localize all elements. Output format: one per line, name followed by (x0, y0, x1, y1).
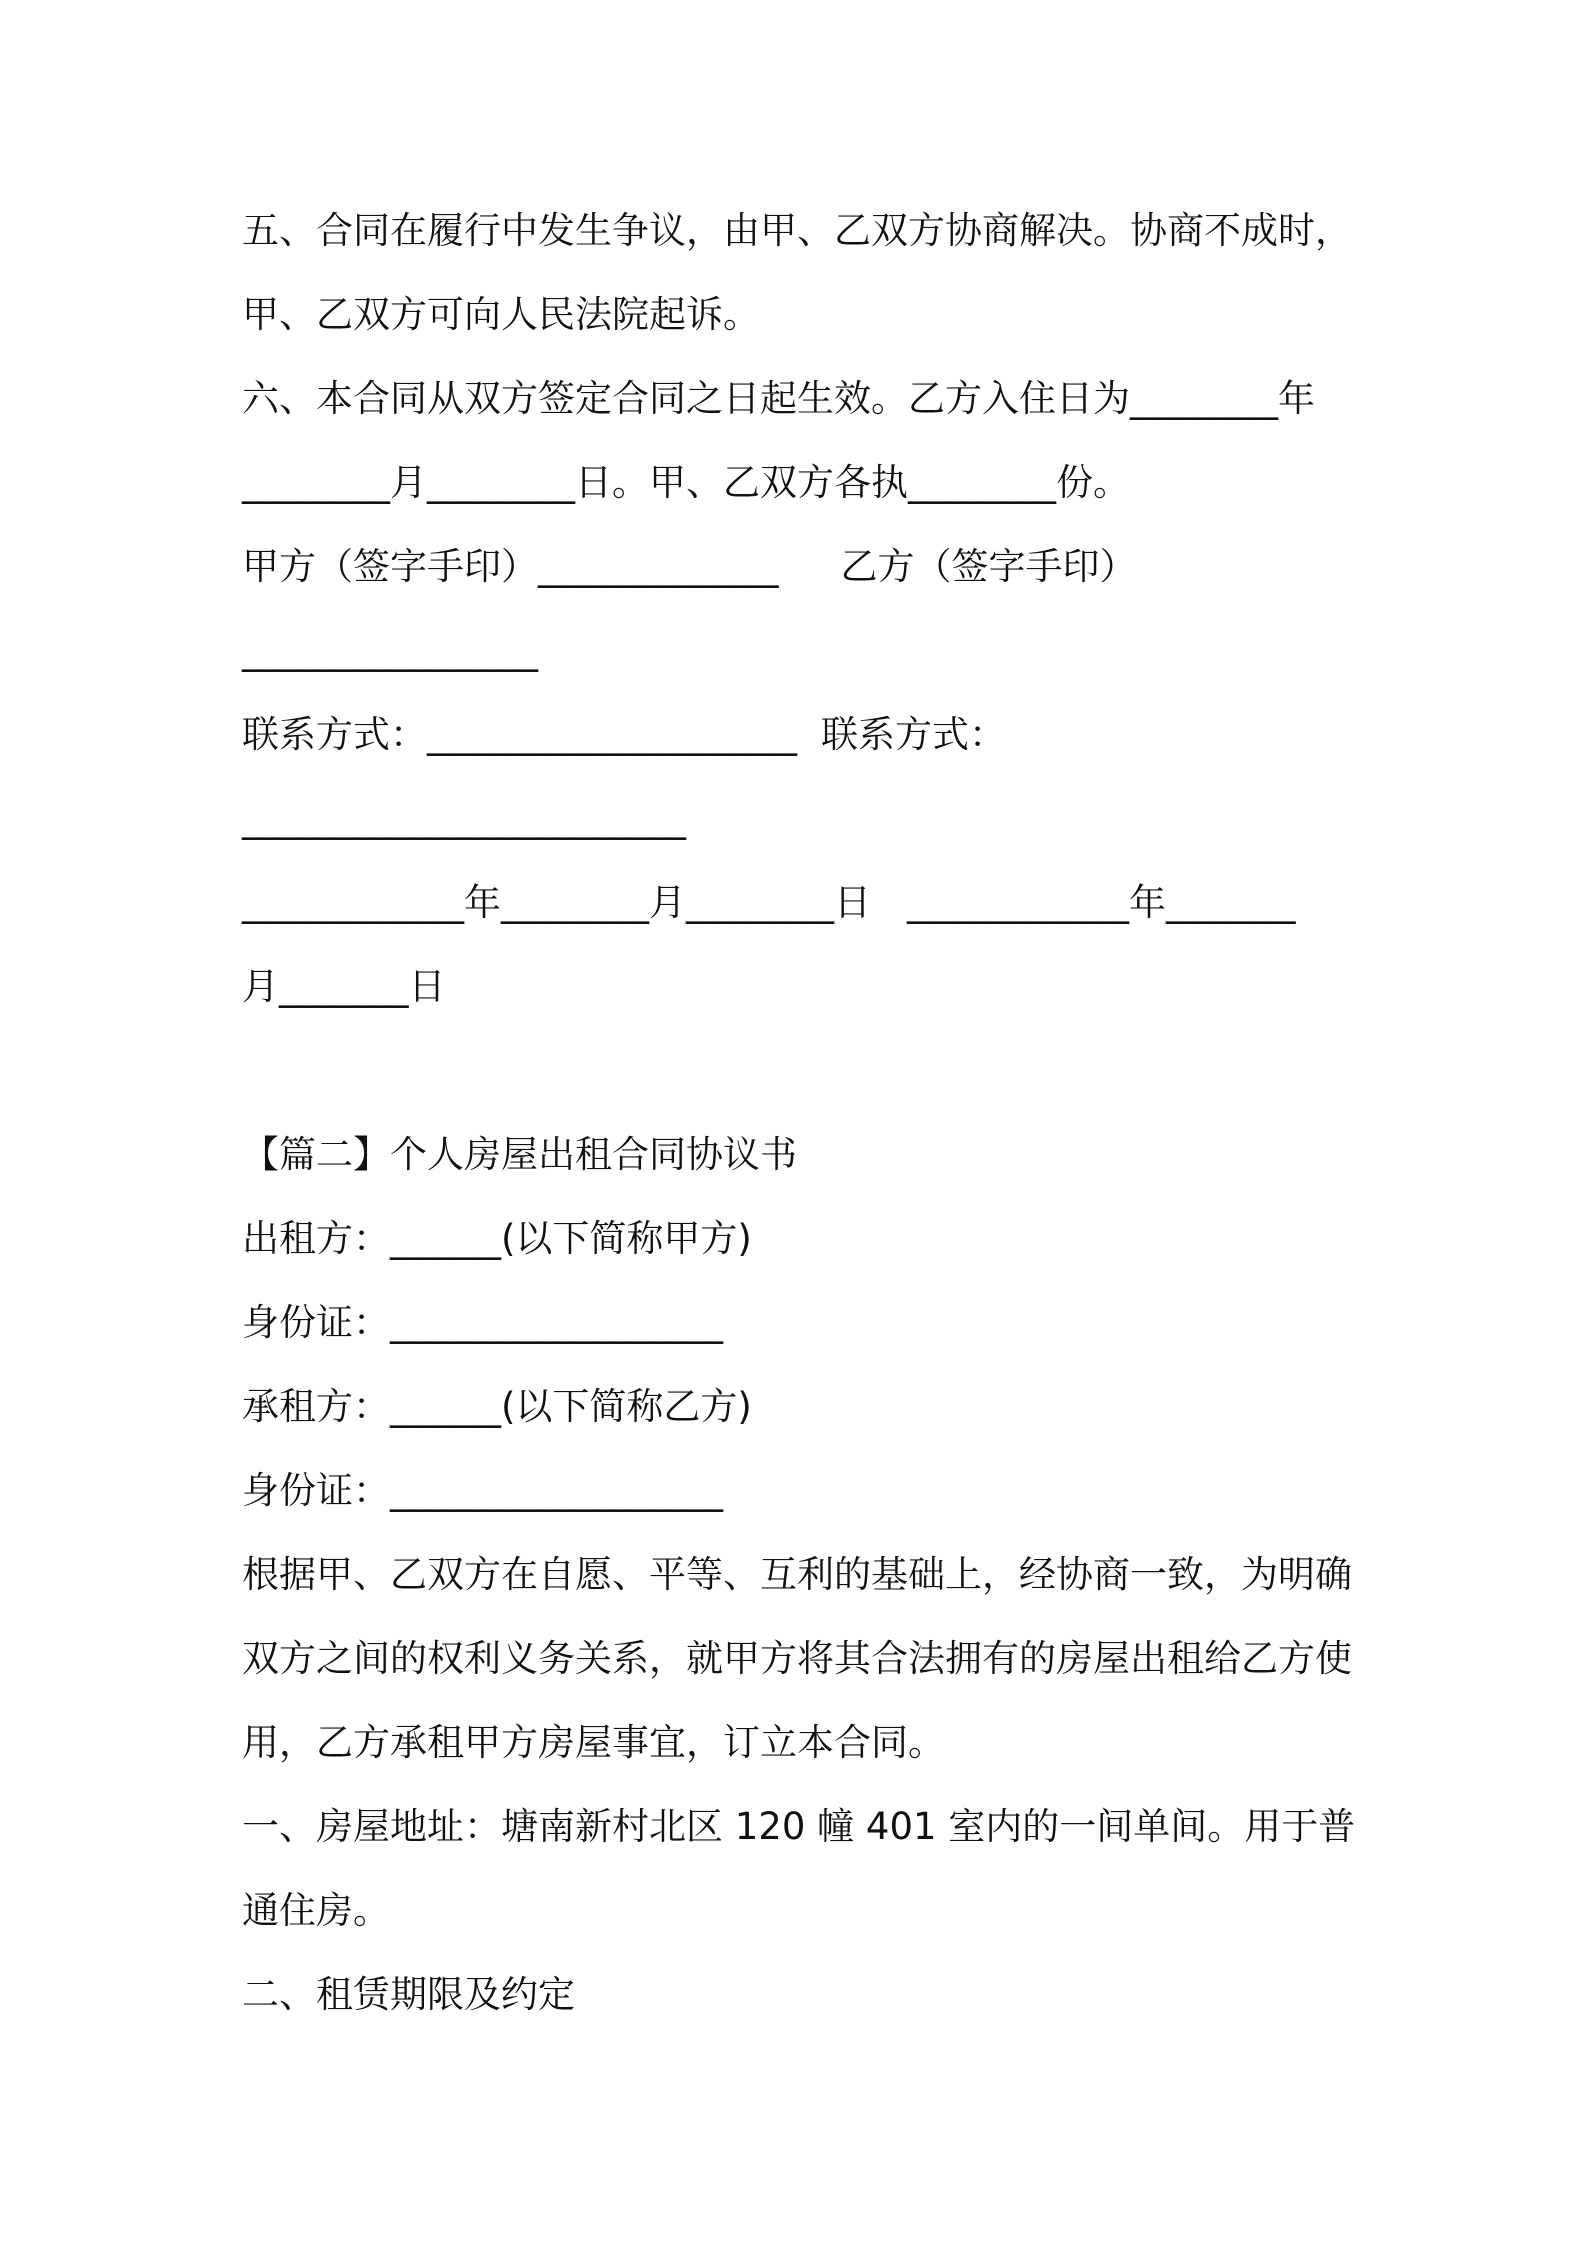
lessor-id-line: 身份证：__________________ (242, 1301, 723, 1344)
party-b-date: ____________年_______ (907, 881, 1296, 924)
party-b-signature-blank: ________________ (242, 629, 538, 672)
lessor-line: 出租方：______(以下简称甲方) (242, 1217, 752, 1260)
party-a-signature: 甲方（签字手印）_____________ (242, 545, 779, 588)
document-page (242, 189, 1362, 2037)
clause-5-line-1: 五、合同在履行中发生争议，由甲、乙双方协商解决。协商不成时， (242, 209, 1352, 252)
party-a-date: ____________年________月________日 (242, 881, 871, 924)
lessee-line: 承租方：______(以下简称乙方) (242, 1385, 752, 1428)
clause-1-line-2: 通住房。 (242, 1889, 390, 1932)
party-b-contact-blank: ________________________ (242, 797, 686, 840)
preamble-line-2: 双方之间的权利义务关系，就甲方将其合法拥有的房屋出租给乙方使 (242, 1637, 1352, 1680)
date-row (242, 861, 1362, 945)
clause-5-line-2: 甲、乙双方可向人民法院起诉。 (242, 293, 760, 336)
lessee-id-line: 身份证：__________________ (242, 1469, 723, 1512)
party-b-signature: 乙方（签字手印） (840, 545, 1137, 588)
contact-row (242, 693, 1362, 777)
section-2-title: 【篇二】个人房屋出租合同协议书 (242, 1133, 797, 1176)
clause-6-line-2: ________月________日。甲、乙双方各执________份。 (242, 461, 1130, 504)
clause-1-line-1: 一、房屋地址：塘南新村北区 120 幢 401 室内的一间单间。用于普 (242, 1805, 1356, 1848)
clause-6-line-1: 六、本合同从双方签定合同之日起生效。乙方入住日为________年 (242, 377, 1315, 420)
party-b-date-cont: 月_______日 (242, 965, 446, 1008)
preamble-line-1: 根据甲、乙双方在自愿、平等、互利的基础上，经协商一致，为明确 (242, 1553, 1352, 1596)
signature-row (242, 525, 1362, 609)
preamble-line-3: 用，乙方承租甲方房屋事宜，订立本合同。 (242, 1721, 945, 1764)
clause-2-heading: 二、租赁期限及约定 (242, 1973, 575, 2016)
party-a-contact: 联系方式：____________________ (242, 713, 797, 756)
party-b-contact: 联系方式： (821, 713, 1006, 756)
